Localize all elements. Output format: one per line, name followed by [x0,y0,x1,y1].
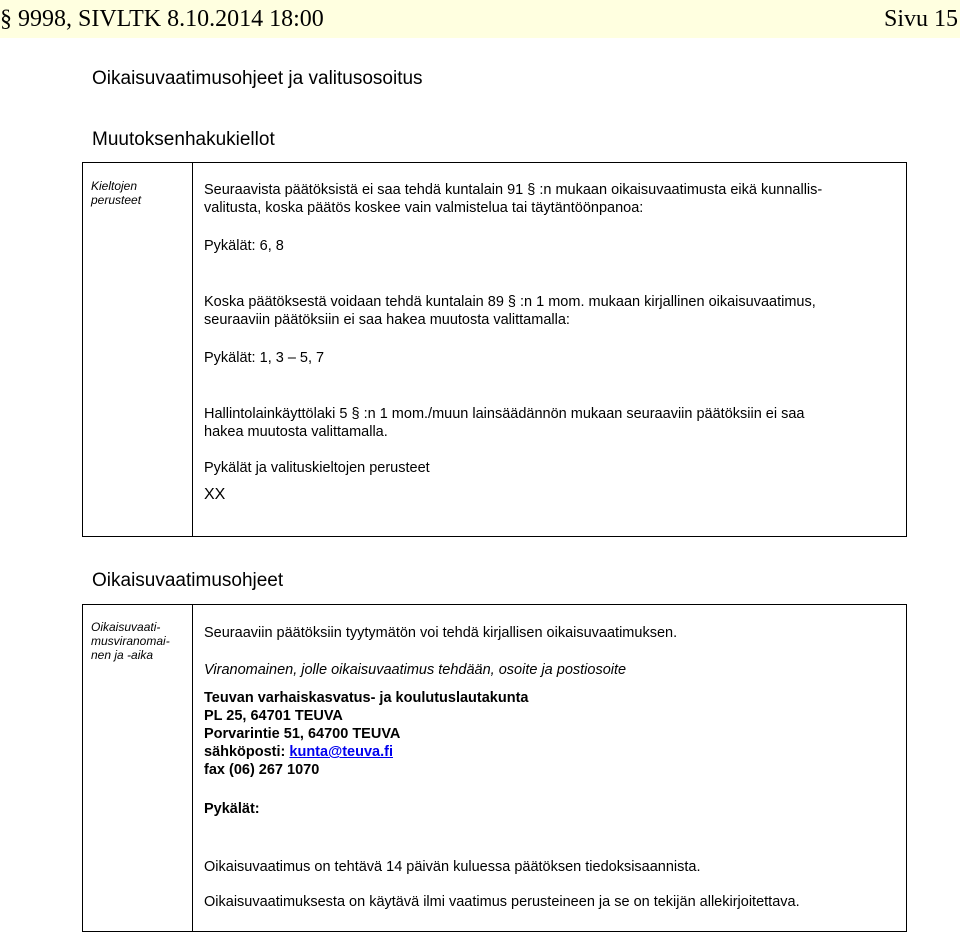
header-meeting-info: § 9998, SIVLTK 8.10.2014 18:00 [0,6,324,32]
text-line: Koska päätöksestä voidaan tehdä kuntalain 89 § :n 1 mom. mukaan kirjallinen oikaisuvaatimus, [204,294,816,310]
appeal-pykalat-label: Pykälät: [204,801,260,817]
side-label [91,620,170,662]
pykalat-2 [204,349,898,367]
column-divider [192,605,193,931]
authority-address-block [204,689,898,779]
document-header [0,0,960,38]
text-line: hakea muutosta valittamalla. [204,424,388,440]
header-page-number: Sivu 15 [883,6,958,32]
side-label-line: Kieltojen [91,179,138,193]
appeal-paragraph-1: Seuraaviin päätöksiin tyytymätön voi tehdä kirjallisen oikaisuvaatimuksen. [204,625,678,641]
section-heading-oikaisuvaatimusohjeet: Oikaisuvaatimusohjeet [92,570,284,591]
pykalat-label: Pykälät: [204,238,256,254]
appeal-paragraph-3: Oikaisuvaatimus on tehtävä 14 päivän kuluessa päätöksen tiedoksisaannista. [204,859,701,875]
email-line [204,743,898,761]
email-link[interactable]: kunta@teuva.fi [289,744,393,760]
text-line: Hallintolainkäyttölaki 5 § :n 1 mom./muun lainsäädännön mukaan seuraaviin päätöksiin ei saa [204,406,805,422]
side-label-line: musviranomai- [91,634,170,648]
restriction-paragraph-3 [204,405,898,441]
section-heading-muutoksenhakukiellot: Muutoksenhakukiellot [92,129,275,150]
email-label: sähköposti: [204,744,286,760]
text-line: seuraaviin päätöksiin ei saa hakea muutosta valittamalla: [204,312,570,328]
side-label-line: nen ja -aika [91,648,154,662]
pykalat-label: Pykälät: [204,350,256,366]
text-line: Seuraavista päätöksistä ei saa tehdä kuntalain 91 § :n mukaan oikaisuvaatimusta eikä kunnallis- [204,182,823,198]
fax-line: fax (06) 267 1070 [204,762,320,778]
appeal-paragraph-4: Oikaisuvaatimuksesta on käytävä ilmi vaatimus perusteineen ja se on tekijän allekirjoitettava. [204,894,800,910]
authority-heading: Viranomainen, jolle oikaisuvaatimus tehdään, osoite ja postiosoite [204,662,627,678]
side-label-line: Oikaisuvaati- [91,620,161,634]
authority-name: Teuvan varhaiskasvatus- ja koulutuslautakunta [204,690,529,706]
page-title: Oikaisuvaatimusohjeet ja valitusosoitus [92,68,423,89]
restriction-paragraph-1 [204,181,898,217]
restrictions-box [82,162,907,537]
column-divider [192,163,193,536]
street-address: Porvarintie 51, 64700 TEUVA [204,726,401,742]
pykalat-3-value: XX [204,486,226,503]
text-line: valitusta, koska päätös koskee vain valmistelua tai täytäntöönpanoa: [204,200,644,216]
pykalat-value: 1, 3 – 5, 7 [259,350,325,366]
side-label-line: perusteet [91,193,142,207]
restriction-paragraph-2 [204,293,898,329]
pykalat-1 [204,237,898,255]
appeal-instructions-box [82,604,907,932]
postal-address: PL 25, 64701 TEUVA [204,708,343,724]
side-label [91,179,141,207]
pykalat-value: 6, 8 [259,238,284,254]
pykalat-3-label: Pykälät ja valituskieltojen perusteet [204,460,430,476]
